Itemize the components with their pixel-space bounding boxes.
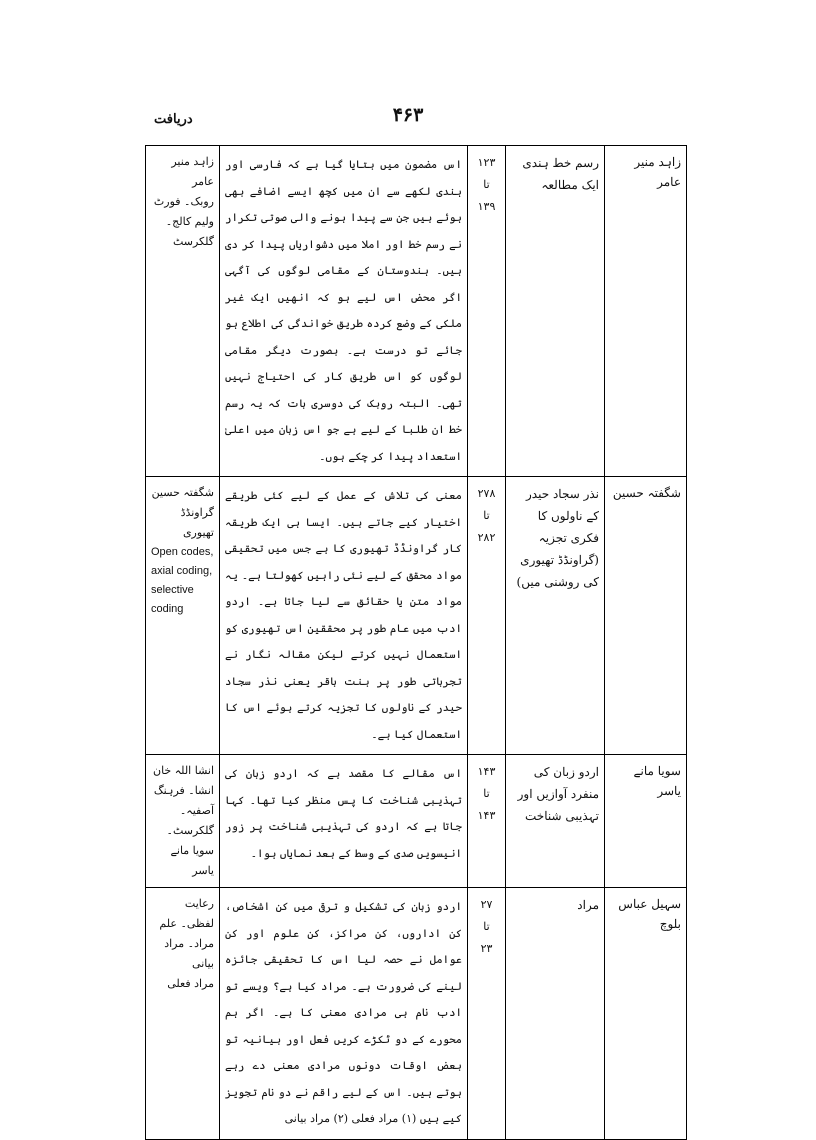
article-index-table	[145, 145, 687, 1140]
author-cell: سہیل عباس بلوچ	[605, 888, 687, 1140]
keyword: مراد۔ مراد بیانی	[164, 937, 214, 970]
keywords-cell	[146, 146, 220, 477]
summary-cell: اس مقالے کا مقصد ہے کہ اردو زبان کی تہذیبی شناخت کا پس منظر کیا تھا۔ کہا جاتا ہے کہ اردو کی تہذیبی شناخت پر زور انیسویں صدی کے وسط کے بعد نمایاں ہوا۔	[220, 755, 468, 888]
page-end: ۲۸۲	[477, 531, 496, 544]
title-cell: رسم خط ہندی ایک مطالعہ	[506, 146, 605, 477]
keyword: گلکرسٹ	[172, 235, 214, 248]
pages-cell	[468, 755, 506, 888]
keyword: رعایت لفظی۔ علم	[159, 897, 214, 930]
keywords-cell	[146, 888, 220, 1140]
keyword: انشا۔ فرہنگ	[153, 784, 214, 797]
page-end: ۱۴۳	[477, 809, 496, 822]
page-end: ۱۳۹	[477, 200, 496, 213]
keyword: سویا مانے یاسر	[170, 844, 214, 877]
keyword: ولیم کالج۔	[165, 215, 214, 228]
pages-cell	[468, 477, 506, 755]
title-cell: اردو زبان کی منفرد آوازیں اور تہذیبی شناخت	[506, 755, 605, 888]
summary-cell: اردو زبان کی تشکیل و ترقی میں کن اشخاص، کن اداروں، کن مراکز، کن علوم اور کن عوامل نے حصہ لیا اس کا تحقیقی جائزہ لینے کی ضرورت ہے۔ مراد کیا ہے؟ ویسے تو ادب نام ہی مرادی معنی کا ہے۔ اگر ہم محورے کے دو ٹکڑے کریں فعل اور بیانیہ تو بعض اوقات دونوں مرادی معنی دے رہے ہوتے ہیں۔ اس کے لیے راقم نے دو نام تجویز کیے ہیں (۱) مراد فعلی (۲) مراد بیانی	[220, 888, 468, 1140]
keyword-english: selective	[151, 584, 194, 596]
page-separator: تا	[483, 920, 490, 933]
keyword-english: Open codes,	[151, 546, 214, 558]
running-head: دریافت	[154, 112, 193, 127]
keyword: روبک۔ فورٹ	[153, 195, 214, 208]
keyword: انشا اللہ خان	[153, 764, 214, 777]
table-row	[146, 146, 687, 477]
keyword-english: axial coding,	[151, 565, 213, 577]
page-separator: تا	[483, 178, 490, 191]
page-end: ۲۳	[480, 942, 493, 955]
keywords-cell	[146, 477, 220, 755]
page-start: ۱۴۳	[477, 765, 496, 778]
author-cell: زاہد منیر عامر	[605, 146, 687, 477]
keyword: گلکرسٹ۔	[166, 824, 214, 837]
summary-cell: اس مضمون میں بتایا گیا ہے کہ فارسی اور ہندی لکھے سے ان میں کچھ ایسے اضافے بھی ہوئے ہیں جن سے پیدا ہونے والی صوتی تکرار نے رسم خط اور املا میں دشواریاں پیدا کر دی ہیں۔ ہندوستان کے مقامی لوگوں کی آگہی اگر محض اس لیے ہو کہ انھیں ایک غیر ملکی کے وضع کردہ طریق خواندگی کی اطلاع ہو جائے تو درست ہے۔ بصورت دیگر مقامی لوگوں کو اس طریق کار کی احتیاج نہیں تھی۔ البتہ روبک کی دوسری بات کہ یہ رسم خط ان طلبا کے لیے ہے جو اس زبان میں اعلیٰ استعداد پیدا کر چکے ہوں۔	[220, 146, 468, 477]
page-separator: تا	[483, 787, 490, 800]
keyword: زاہد منیر عامر	[171, 155, 214, 188]
page-separator: تا	[483, 509, 490, 522]
keywords-cell	[146, 755, 220, 888]
keyword: گراونڈڈ تھیوری	[180, 506, 214, 539]
keyword-english: coding	[151, 603, 184, 615]
title-cell: نذر سجاد حیدر کے ناولوں کا فکری تجزیہ (گراونڈڈ تھیوری کی روشنی میں)	[506, 477, 605, 755]
keyword: مراد فعلی	[167, 977, 214, 990]
page-number: ۴۶۳	[392, 104, 424, 126]
title-cell: مراد	[506, 888, 605, 1140]
keyword: شگفتہ حسین	[151, 486, 214, 499]
table-row	[146, 477, 687, 755]
page-start: ۲۷	[480, 898, 493, 911]
keyword: آصفیہ۔	[179, 804, 214, 817]
author-cell: سویا مانے یاسر	[605, 755, 687, 888]
page-start: ۱۲۳	[477, 156, 496, 169]
author-cell: شگفتہ حسین	[605, 477, 687, 755]
summary-cell: معنی کی تلاش کے عمل کے لیے کئی طریقے اختیار کیے جاتے ہیں۔ ایسا ہی ایک طریقہ کار گراونڈڈ تھیوری کا ہے جس میں تحقیقی مواد محقق کے لیے نئی راہیں کھولتا ہے۔ یہ مواد متن یا حقائق سے لیا جاتا ہے۔ اردو ادب میں عام طور پر محققین اس تھیوری کو استعمال نہیں کرتے لیکن مقالہ نگار نے تجرباتی طور پر بنت باقر یعنی نذر سجاد حیدر کے ناولوں کا تجزیہ کرتے ہوئے اس کا استعمال کیا ہے۔	[220, 477, 468, 755]
page-start: ۲۷۸	[477, 487, 496, 500]
table-row	[146, 888, 687, 1140]
pages-cell	[468, 146, 506, 477]
table-row	[146, 755, 687, 888]
pages-cell	[468, 888, 506, 1140]
